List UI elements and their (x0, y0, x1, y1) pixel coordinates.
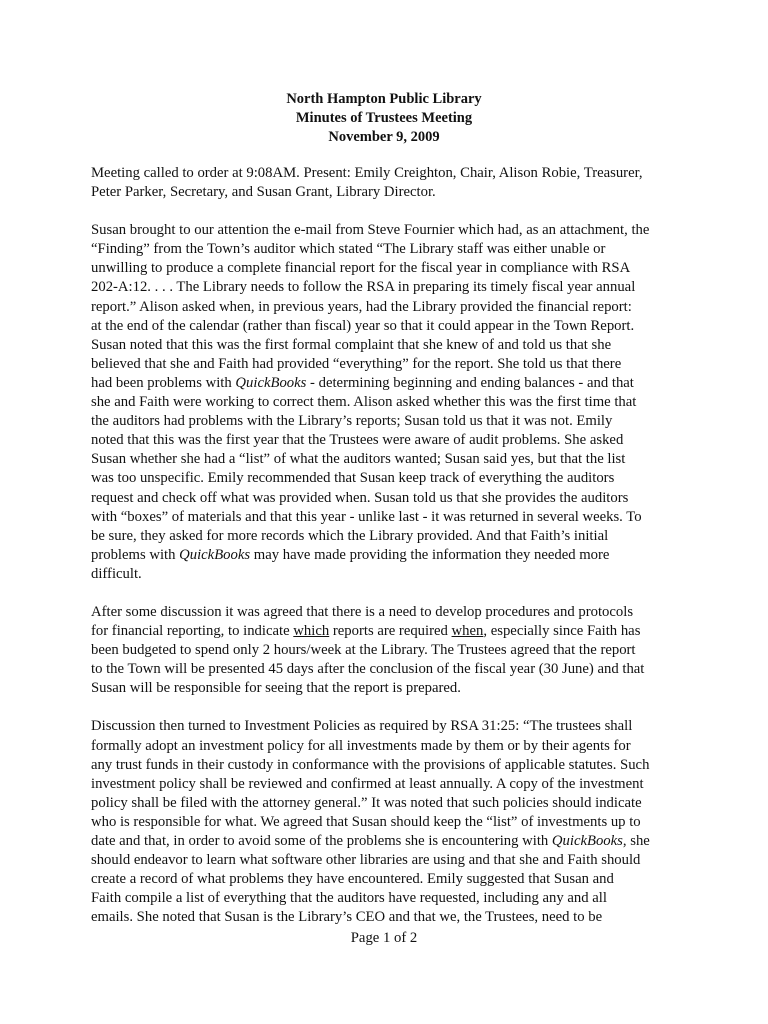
text-fragment: , especially since Faith has (483, 623, 641, 640)
software-name: QuickBooks (551, 833, 623, 849)
document-body (91, 164, 687, 946)
software-name: QuickBooks (179, 546, 251, 563)
underlined-word: which (293, 623, 330, 640)
text-line: emails. She noted that Susan is the Library’s CEO and that we, the Trustees, need to be (91, 909, 603, 926)
text-line: difficult. (91, 565, 142, 582)
text-line: should endeavor to learn what software other libraries are using and that she and Faith should (91, 852, 641, 869)
text-fragment: reports are required (329, 623, 452, 640)
text-line: the auditors had problems with the Library’s reports; Susan told us that it was not. Emily (91, 413, 613, 430)
software-name: QuickBooks (235, 374, 307, 391)
text-line: After some discussion it was agreed that there is a need to develop procedures and protocols (91, 603, 634, 620)
text-line: formally adopt an investment policy for all investments made by them or by their agents for (91, 737, 631, 754)
text-line: was too unspecific. Emily recommended that Susan keep track of everything the auditors (91, 470, 615, 487)
document-header (0, 90, 768, 147)
text-line: Susan noted that this was the first formal complaint that she knew of and told us that she (91, 336, 612, 353)
text-line: Discussion then turned to Investment Policies as required by RSA 31:25: “The trustees shall (91, 718, 633, 735)
text-fragment: date and that, in order to avoid some of the problems she is encountering with (91, 833, 552, 849)
paragraph-investment-policies (91, 717, 687, 927)
text-line: be sure, they asked for more records which the Library provided. And that Faith’s initial (91, 527, 609, 544)
text-line: she and Faith were working to correct them. Alison asked whether this was the first time that (91, 394, 637, 411)
text-fragment: may have made providing the information they needed more (250, 546, 610, 563)
text-line (91, 546, 687, 565)
text-line: report.” Alison asked when, in previous years, had the Library provided the financial report: (91, 298, 632, 315)
text-line: believed that she and Faith had provided “everything” for the report. She told us that there (91, 355, 622, 372)
text-line: been budgeted to spend only 2 hours/week at the Library. The Trustees agreed that the report (91, 642, 636, 659)
text-line: policy shall be filed with the attorney general.” It was noted that such policies should indicate (91, 794, 642, 811)
text-line: any trust funds in their custody in conformance with the provisions of applicable statutes. Such (91, 756, 650, 773)
text-line: create a record of what problems they have encountered. Emily suggested that Susan and (91, 871, 614, 888)
text-line: investment policy shall be reviewed and confirmed at least annually. A copy of the investment (91, 775, 644, 792)
text-line (91, 622, 687, 641)
text-fragment: problems with (91, 546, 180, 563)
paragraph-attendance (91, 164, 687, 202)
meeting-date: November 9, 2009 (328, 129, 440, 145)
underlined-word: when (451, 623, 484, 640)
document-title: Minutes of Trustees Meeting (295, 110, 473, 126)
text-line: at the end of the calendar (rather than fiscal) year so that it could appear in the Town Report. (91, 317, 635, 334)
library-name: North Hampton Public Library (286, 91, 482, 107)
text-fragment: for financial reporting, to indicate (91, 623, 294, 640)
page-number: Page 1 of 2 (350, 930, 418, 946)
paragraph-audit-finding (91, 221, 687, 584)
text-line: 202-A:12. . . . The Library needs to follow the RSA in preparing its timely fiscal year annual (91, 279, 636, 296)
text-fragment: had been problems with (91, 374, 236, 391)
text-fragment: - determining beginning and ending balances - and that (306, 374, 634, 391)
paragraph-procedures (91, 603, 687, 698)
text-line: unwilling to produce a complete financial report for the fiscal year in compliance with RSA (91, 260, 631, 277)
text-line: to the Town will be presented 45 days after the conclusion of the fiscal year (30 June) and that (91, 661, 645, 678)
text-fragment: , she (622, 833, 650, 849)
text-line: Peter Parker, Secretary, and Susan Grant, Library Director. (91, 184, 436, 201)
text-line: Meeting called to order at 9:08AM. Present: Emily Creighton, Chair, Alison Robie, Treasurer, (91, 165, 643, 181)
text-line: Susan whether she had a “list” of what the auditors wanted; Susan said yes, but that the list (91, 451, 626, 468)
text-line (91, 832, 687, 851)
text-line (91, 374, 687, 393)
text-line: “Finding” from the Town’s auditor which stated “The Library staff was either unable or (91, 241, 606, 258)
text-line: request and check off what was provided when. Susan told us that she provides the auditors (91, 489, 629, 506)
text-line: Faith compile a list of everything that the auditors have requested, including any and all (91, 890, 607, 907)
text-line: Susan brought to our attention the e-mail from Steve Fournier which had, as an attachment, the (91, 222, 650, 239)
text-line: noted that this was the first year that the Trustees were aware of audit problems. She asked (91, 432, 624, 449)
text-line: Susan will be responsible for seeing that the report is prepared. (91, 680, 461, 697)
text-line: who is responsible for what. We agreed that Susan should keep the “list” of investments up to (91, 813, 641, 830)
text-line: with “boxes” of materials and that this year - unlike last - it was returned in several weeks. To (91, 508, 642, 525)
